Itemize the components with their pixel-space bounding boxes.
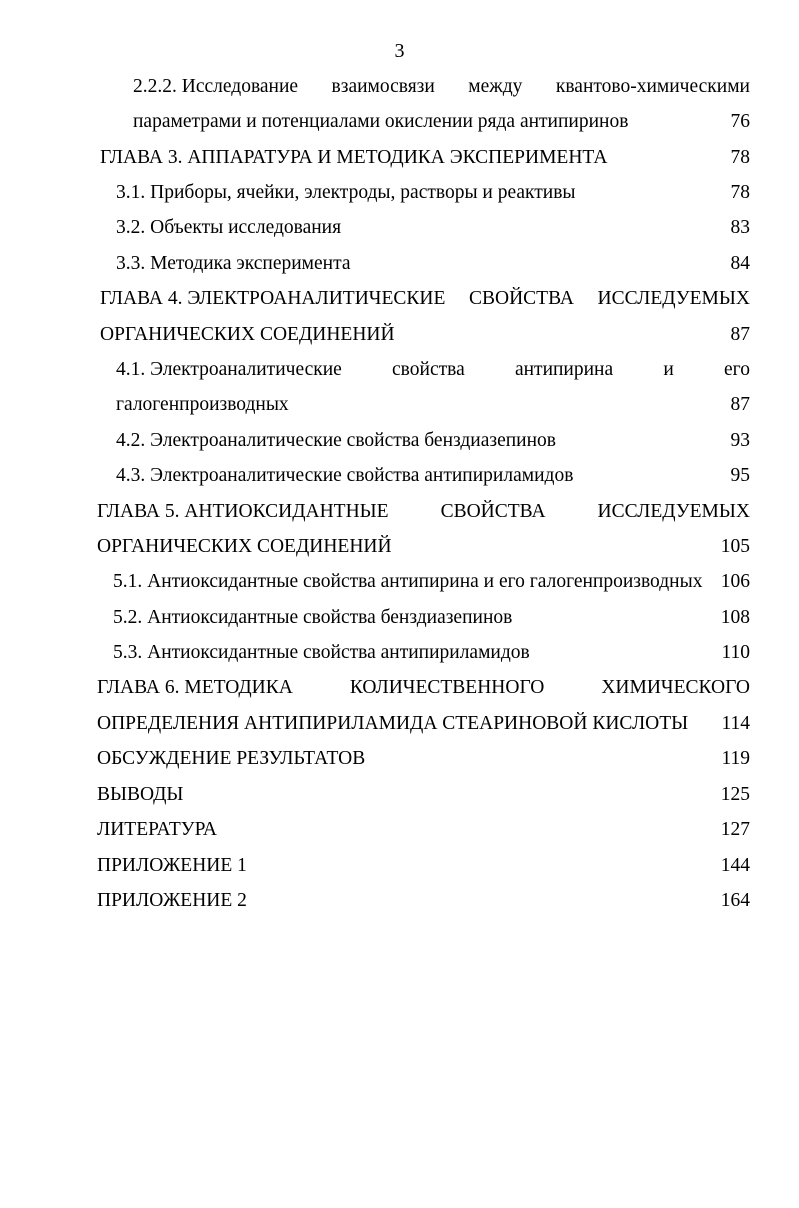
toc-chapter-5-line1: ГЛАВА 5. АНТИОКСИДАНТНЫЕ СВОЙСТВА ИССЛЕДУЕМЫХ	[97, 501, 750, 522]
toc-entry-5-2: 5.2. Антиоксидантные свойства бенздиазепинов 108	[113, 603, 750, 633]
page-ref: 87	[730, 324, 750, 345]
toc-entry-4-1-line1: 4.1. Электроаналитические свойства антипирина и его	[116, 359, 750, 380]
page-ref: 78	[730, 182, 750, 203]
toc-chapter-3: ГЛАВА 3. АППАРАТУРА И МЕТОДИКА ЭКСПЕРИМЕНТА 78	[100, 143, 750, 173]
page-ref: 95	[730, 465, 750, 486]
page-ref: 76	[730, 111, 750, 132]
page-ref: 83	[730, 217, 750, 238]
toc-chapter-4-line1: ГЛАВА 4. ЭЛЕКТРОАНАЛИТИЧЕСКИЕ СВОЙСТВА ИССЛЕДУЕМЫХ	[100, 288, 750, 309]
toc-entry-2-2-2-line2: параметрами и потенциалами окислении ряда антипиринов 76	[133, 107, 750, 137]
toc-entry-4-2: 4.2. Электроаналитические свойства бенздиазепинов 93	[116, 426, 750, 456]
page-ref: 84	[730, 253, 750, 274]
toc-literature: ЛИТЕРАТУРА 127	[97, 815, 750, 845]
page-ref: 127	[720, 819, 750, 840]
page-ref: 144	[720, 855, 750, 876]
toc-entry-3-2: 3.2. Объекты исследования 83	[116, 213, 750, 243]
page-ref: 125	[720, 784, 750, 805]
toc-chapter-6-line1: ГЛАВА 6. МЕТОДИКА КОЛИЧЕСТВЕННОГО ХИМИЧЕСКОГО	[97, 677, 750, 698]
toc-conclusions: ВЫВОДЫ 125	[97, 780, 750, 810]
toc-entry-3-3: 3.3. Методика эксперимента 84	[116, 249, 750, 279]
toc-entry-4-1-line2: галогенпроизводных 87	[116, 390, 750, 420]
page-ref: 78	[730, 147, 750, 168]
page-ref: 110	[721, 642, 750, 663]
toc-chapter-6-line2: ОПРЕДЕЛЕНИЯ АНТИПИРИЛАМИДА СТЕАРИНОВОЙ КИСЛОТЫ 114	[97, 709, 750, 739]
page-number: 3	[394, 40, 405, 62]
page-ref: 164	[720, 890, 750, 911]
page-ref: 105	[720, 536, 750, 557]
toc-chapter-4-line2: ОРГАНИЧЕСКИХ СОЕДИНЕНИЙ 87	[100, 320, 750, 350]
page-ref: 114	[721, 713, 750, 734]
toc-entry-2-2-2-line1: 2.2.2. Исследование взаимосвязи между квантово-химическими	[133, 76, 750, 97]
page-ref: 119	[721, 748, 750, 769]
toc-entry-5-1: 5.1. Антиоксидантные свойства антипирина и его галогенпроизводных 106	[113, 567, 750, 597]
toc-entry-4-3: 4.3. Электроаналитические свойства антипириламидов 95	[116, 461, 750, 491]
toc-appendix-2: ПРИЛОЖЕНИЕ 2 164	[97, 886, 750, 916]
page-ref: 106	[720, 571, 750, 592]
page-ref: 108	[720, 607, 750, 628]
page-ref: 87	[730, 394, 750, 415]
toc-entry-3-1: 3.1. Приборы, ячейки, электроды, растворы и реактивы 78	[116, 178, 750, 208]
toc-chapter-5-line2: ОРГАНИЧЕСКИХ СОЕДИНЕНИЙ 105	[97, 532, 750, 562]
page-ref: 93	[730, 430, 750, 451]
toc-entry-5-3: 5.3. Антиоксидантные свойства антипириламидов 110	[113, 638, 750, 668]
toc-discussion: ОБСУЖДЕНИЕ РЕЗУЛЬТАТОВ 119	[97, 744, 750, 774]
toc-appendix-1: ПРИЛОЖЕНИЕ 1 144	[97, 851, 750, 881]
